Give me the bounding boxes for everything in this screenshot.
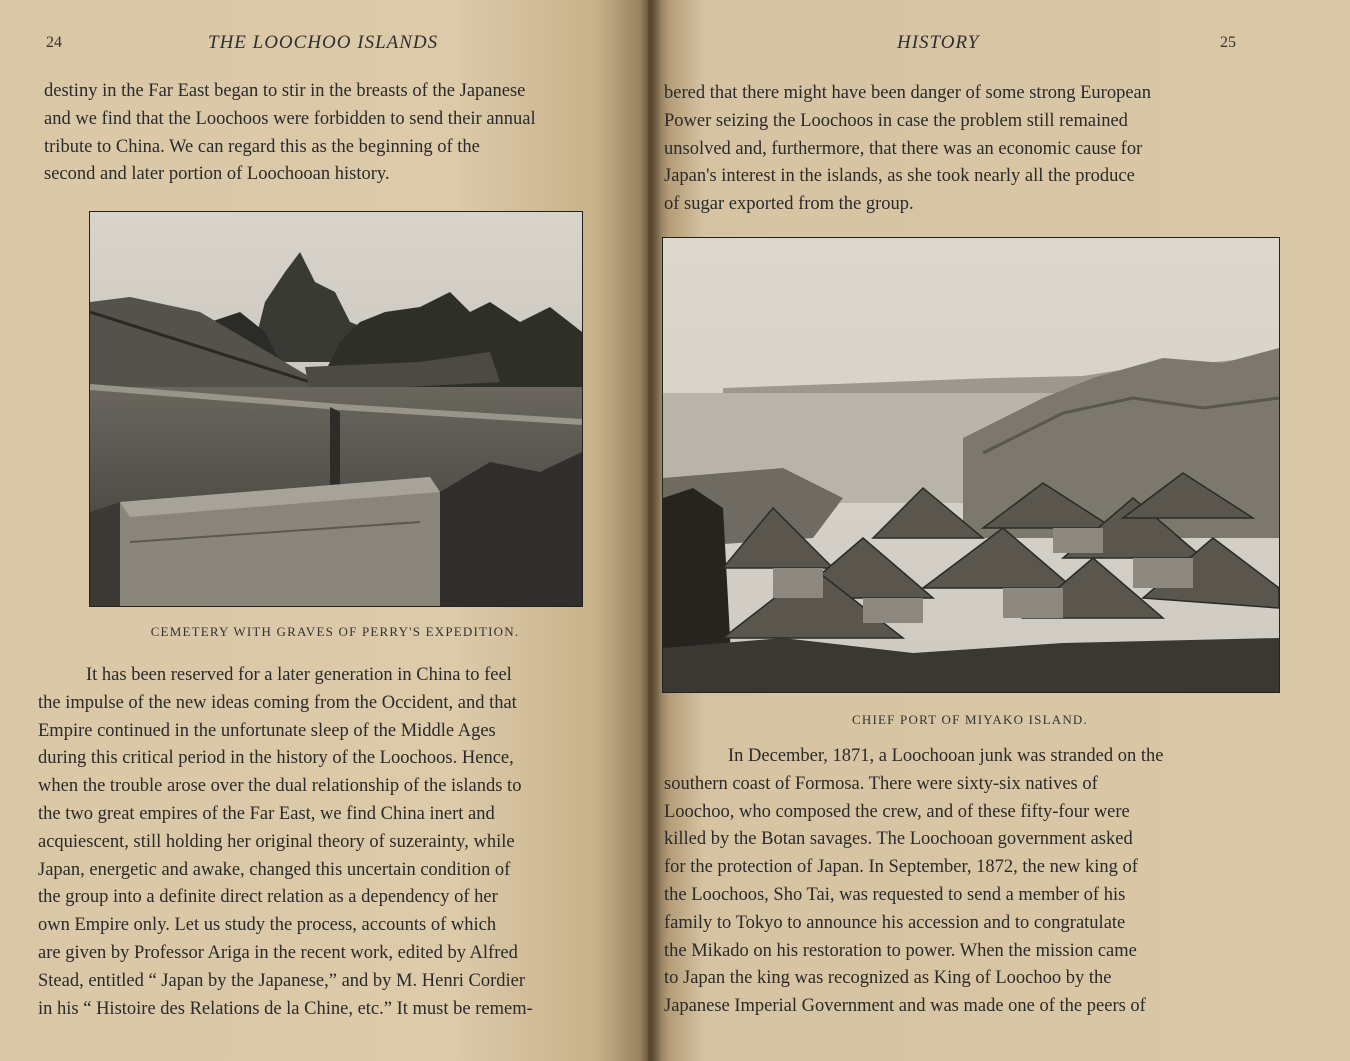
book-gutter	[640, 0, 662, 1061]
text-line: for the protection of Japan. In September, 1872, the new king of	[664, 857, 1138, 878]
text-line: In December, 1871, a Loochooan junk was stranded on the	[728, 746, 1164, 766]
right-intro-paragraph	[664, 80, 1238, 219]
text-line: unsolved and, furthermore, that there was an economic cause for	[664, 138, 1143, 159]
text-line: the Loochoos, Sho Tai, was requested to send a member of his	[664, 884, 1126, 905]
text-line: southern coast of Formosa. There were sixty-six natives of	[664, 773, 1098, 794]
right-page-number: 25	[1220, 34, 1236, 51]
left-page-number: 24	[46, 34, 62, 51]
text-line: the Mikado on his restoration to power. When the mission came	[664, 940, 1137, 961]
text-line: family to Tokyo to announce his accession and to congratulate	[664, 912, 1126, 933]
miyako-port-photo	[662, 237, 1280, 693]
text-line: tribute to China. We can regard this as the beginning of the	[44, 136, 480, 157]
cemetery-photo	[89, 211, 583, 607]
text-line: Empire continued in the unfortunate sleep of the Middle Ages	[38, 720, 496, 741]
text-line: Stead, entitled “ Japan by the Japanese,” and by M. Henri Cordier	[38, 970, 526, 991]
right-running-head: HISTORY	[897, 32, 980, 53]
text-line: and we find that the Loochoos were forbidden to send their annual	[44, 108, 536, 129]
text-line: when the trouble arose over the dual relationship of the islands to	[38, 776, 522, 797]
text-line: own Empire only. Let us study the process, accounts of which	[38, 915, 497, 936]
left-running-head: THE LOOCHOO ISLANDS	[208, 32, 439, 53]
right-body-paragraph	[664, 743, 1238, 1021]
text-line: the impulse of the new ideas coming from the Occident, and that	[38, 692, 517, 713]
text-line: second and later portion of Loochooan history.	[44, 164, 390, 185]
miyako-port-photo-illustration	[663, 238, 1279, 692]
text-line: Power seizing the Loochoos in case the problem still remained	[664, 110, 1128, 131]
text-line: to Japan the king was recognized as King of Loochoo by the	[664, 968, 1112, 989]
text-line: destiny in the Far East began to stir in the breasts of the Japanese	[44, 81, 526, 101]
text-line: killed by the Botan savages. The Loochooan government asked	[664, 829, 1133, 850]
left-body-paragraph	[38, 662, 634, 1023]
text-line: Loochoo, who composed the crew, and of these fifty-four were	[664, 801, 1130, 822]
left-page	[0, 0, 648, 1061]
text-line: the two great empires of the Far East, we find China inert and	[38, 803, 495, 824]
text-line: acquiescent, still holding her original theory of suzerainty, while	[38, 831, 515, 852]
text-line: It has been reserved for a later generation in China to feel	[86, 665, 512, 685]
text-line: of sugar exported from the group.	[664, 194, 914, 215]
text-line: Japan, energetic and awake, changed this uncertain condition of	[38, 859, 511, 880]
left-intro-paragraph	[44, 78, 634, 189]
text-line: Japan's interest in the islands, as she took nearly all the produce	[664, 166, 1135, 187]
text-line: bered that there might have been danger of some strong European	[664, 83, 1151, 103]
text-line: during this critical period in the history of the Loochoos. Hence,	[38, 748, 514, 769]
right-figure-caption: CHIEF PORT OF MIYAKO ISLAND.	[852, 712, 1088, 727]
text-line: Japanese Imperial Government and was made one of the peers of	[664, 996, 1146, 1017]
left-figure-caption: CEMETERY WITH GRAVES OF PERRY'S EXPEDITION.	[150, 624, 520, 639]
text-line: in his “ Histoire des Relations de la Chine, etc.” It must be remem-	[38, 998, 533, 1019]
text-line: are given by Professor Ariga in the recent work, edited by Alfred	[38, 942, 518, 963]
text-line: the group into a definite direct relation as a dependency of her	[38, 887, 498, 908]
cemetery-photo-illustration	[90, 212, 582, 606]
right-page	[648, 0, 1350, 1061]
